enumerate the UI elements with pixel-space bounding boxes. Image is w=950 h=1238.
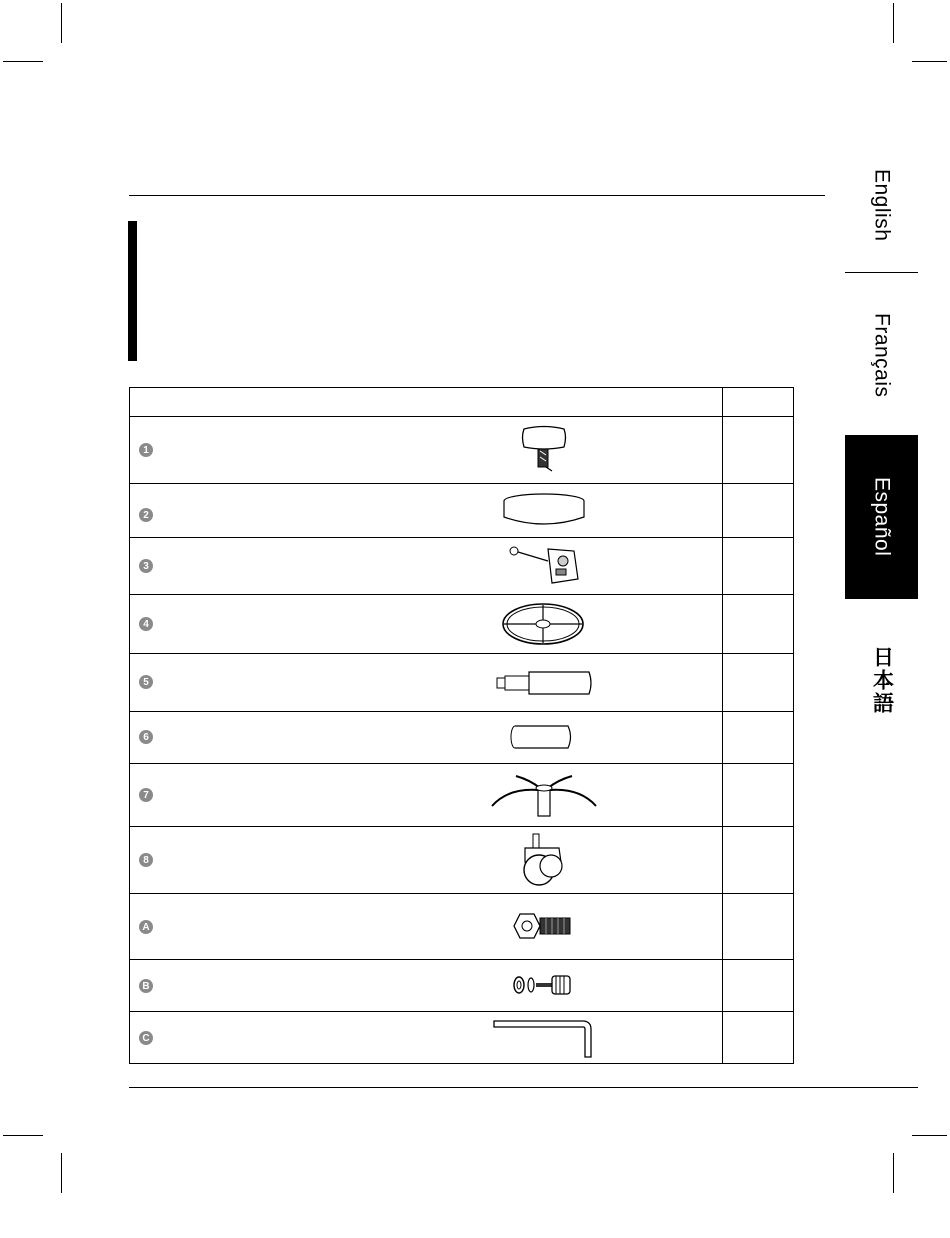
- hex-bolt-icon: [508, 908, 574, 944]
- crop-mark: [893, 3, 894, 43]
- table-row: [130, 960, 794, 1012]
- part-number-badge: 1: [139, 443, 153, 457]
- header-quantity-cell: [723, 388, 794, 417]
- parts-table: [129, 387, 794, 1064]
- part-number-badge: 5: [139, 675, 153, 689]
- table-row: [130, 417, 794, 484]
- tab-english[interactable]: [845, 140, 918, 270]
- seat-cushion-icon: [502, 493, 586, 527]
- part-description-cell: [130, 764, 723, 827]
- tab-divider: [845, 598, 918, 599]
- part-description-cell: [130, 1012, 723, 1064]
- section-heading-bar: [128, 221, 137, 361]
- part-description-cell: [130, 712, 723, 764]
- tab-divider: [845, 272, 918, 273]
- table-row: [130, 595, 794, 654]
- part-quantity-cell: [723, 417, 794, 484]
- tab-francais[interactable]: [845, 290, 918, 420]
- tab-label: Français: [870, 312, 894, 398]
- header-description-cell: [130, 388, 723, 417]
- gas-cylinder-icon: [495, 670, 595, 696]
- part-quantity-cell: [723, 712, 794, 764]
- knob-screw-washers-icon: [512, 970, 574, 1000]
- table-row: [130, 1012, 794, 1064]
- crop-mark: [912, 61, 947, 62]
- table-row: [130, 712, 794, 764]
- seat-mechanism-icon: [508, 543, 588, 589]
- part-number-badge: 7: [139, 788, 153, 802]
- cylinder-cover-icon: [510, 724, 574, 750]
- headrest-icon: [518, 425, 570, 475]
- crop-mark: [893, 1153, 894, 1193]
- part-quantity-cell: [723, 1012, 794, 1064]
- crop-mark: [912, 1135, 947, 1136]
- part-number-badge: 3: [139, 559, 153, 573]
- part-number-badge: 2: [139, 508, 153, 522]
- footer-rule: [129, 1087, 918, 1088]
- table-row: [130, 538, 794, 595]
- part-description-cell: [130, 960, 723, 1012]
- table-header-row: [130, 388, 794, 417]
- tab-label: 日本語: [870, 645, 894, 715]
- tab-espanol[interactable]: [845, 435, 918, 598]
- table-row: [130, 654, 794, 712]
- part-quantity-cell: [723, 595, 794, 654]
- part-number-badge: 6: [139, 730, 153, 744]
- foot-ring-icon: [501, 602, 585, 646]
- table-row: [130, 827, 794, 894]
- tab-label: Español: [870, 476, 894, 557]
- header-rule: [129, 195, 825, 196]
- allen-wrench-icon: [492, 1019, 596, 1059]
- part-quantity-cell: [723, 764, 794, 827]
- part-quantity-cell: [723, 654, 794, 712]
- part-quantity-cell: [723, 538, 794, 595]
- tab-label: English: [870, 168, 894, 242]
- caster-wheel-icon: [521, 832, 567, 888]
- crop-mark: [61, 3, 62, 43]
- part-number-badge: C: [139, 1031, 153, 1045]
- part-description-cell: [130, 894, 723, 960]
- table-row: [130, 894, 794, 960]
- part-description-cell: [130, 654, 723, 712]
- crop-mark: [3, 61, 43, 62]
- part-quantity-cell: [723, 484, 794, 538]
- part-description-cell: [130, 538, 723, 595]
- part-number-badge: A: [139, 920, 153, 934]
- crop-mark: [61, 1153, 62, 1193]
- tab-japanese[interactable]: [845, 640, 918, 720]
- part-description-cell: [130, 827, 723, 894]
- part-number-badge: 4: [139, 617, 153, 631]
- star-base-icon: [488, 770, 600, 822]
- part-quantity-cell: [723, 894, 794, 960]
- part-quantity-cell: [723, 960, 794, 1012]
- part-number-badge: 8: [139, 853, 153, 867]
- part-number-badge: B: [139, 979, 153, 993]
- part-description-cell: [130, 417, 723, 484]
- part-description-cell: [130, 595, 723, 654]
- crop-mark: [3, 1135, 43, 1136]
- table-row: [130, 764, 794, 827]
- part-description-cell: [130, 484, 723, 538]
- part-quantity-cell: [723, 827, 794, 894]
- table-row: [130, 484, 794, 538]
